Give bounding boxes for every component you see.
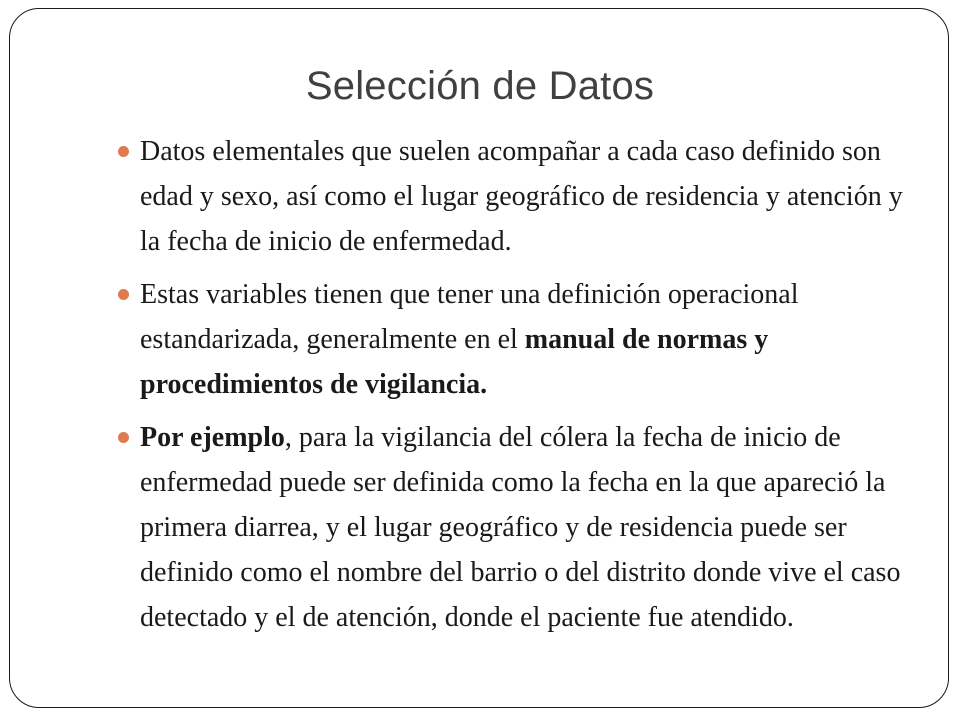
bullet-text-segment: Estas variables tienen que tener una definición operacional estandarizada, generalmente en el: [140, 279, 799, 355]
slide-frame: [9, 8, 949, 708]
bullet-text-bold-segment: Por ejemplo: [140, 422, 285, 453]
bullet-text-segment: , para la vigilancia del cólera la fecha de inicio de enfermedad puede ser definida como la fecha en la que apareció la primera diarrea, y el lugar geográfico y de residencia puede ser definido como el nombre del barrio o del distrito donde vive el caso detectado y el de atención, donde el paciente fue atendido.: [140, 422, 901, 633]
bullet-dot-icon: [118, 432, 129, 443]
bullet-text-segment: Datos elementales que suelen acompañar a cada caso definido son edad y sexo, así como el lugar geográfico de residencia y atención y la fecha de inicio de enfermedad.: [140, 136, 903, 257]
bullet-item: [106, 129, 906, 264]
bullet-text-bold-segment: manual de normas y procedimientos de vigilancia.: [140, 324, 769, 400]
bullet-text: [140, 136, 903, 257]
bullet-dot-icon: [118, 146, 129, 157]
bullet-text: [140, 422, 900, 633]
bullet-item: [106, 415, 906, 640]
slide-title: Selección de Datos: [305, 64, 655, 108]
bullet-text: [140, 279, 799, 400]
bullet-item: [106, 272, 906, 407]
bullet-list: [106, 129, 906, 648]
bullet-dot-icon: [118, 289, 129, 300]
